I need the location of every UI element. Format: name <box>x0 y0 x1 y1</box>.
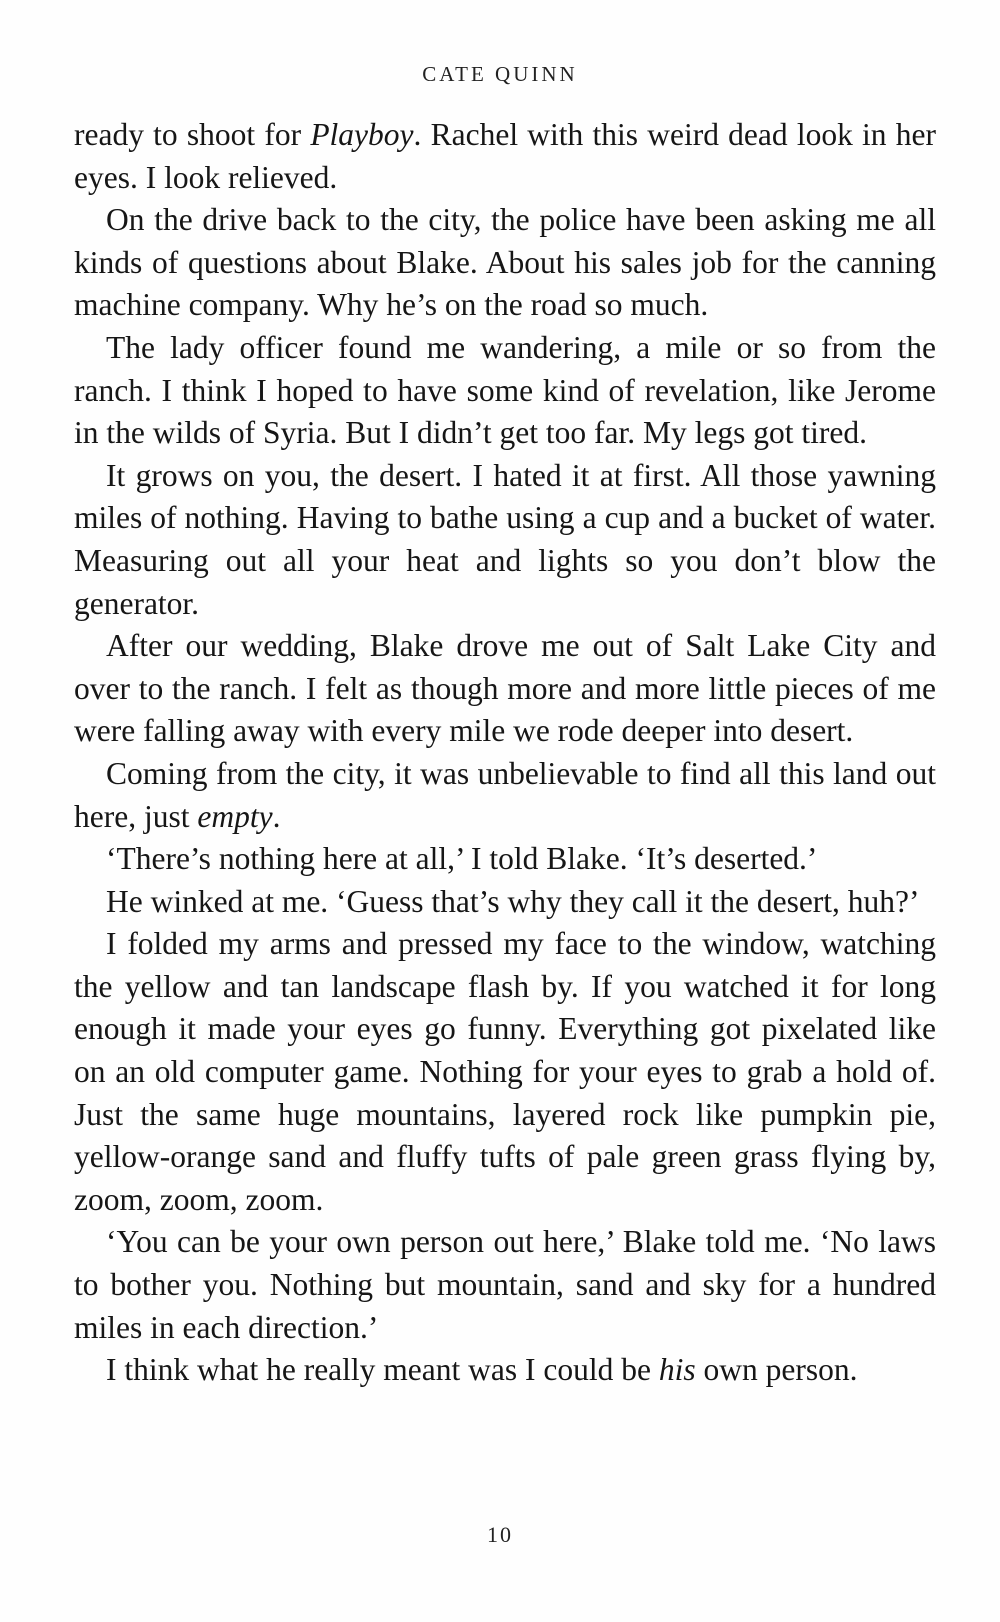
text-segment: I folded my arms and pressed my face to the window, watching the yellow and tan landscape flash by. If you watched it for long enough it made your eyes go funny. Everything got pixelated like on an old computer game. Nothing for your eyes to grab a hold of. Just the same huge mountains, layered rock like pumpkin pie, yellow-orange sand and fluffy tufts of pale green grass flying by, zoom, zoom, zoom. <box>74 926 936 1217</box>
text-segment: After our wedding, Blake drove me out of Salt Lake City and over to the ranch. I felt as though more and more little pieces of me were falling away with every mile we rode deeper into desert. <box>74 628 936 749</box>
paragraph <box>74 1221 936 1349</box>
text-segment: . Rachel with this weird dead look in her eyes. I look relieved. <box>74 117 936 195</box>
paragraph <box>74 881 936 924</box>
text-segment: I think what he really meant was I could be <box>106 1352 659 1388</box>
text-segment: ready to shoot for <box>74 117 311 152</box>
paragraph <box>74 838 936 881</box>
paragraph <box>74 114 936 199</box>
page-number: 10 <box>487 1522 513 1547</box>
italic-text: Playboy <box>310 117 414 152</box>
body-text <box>74 114 936 1392</box>
text-segment: ‘You can be your own person out here,’ Blake told me. ‘No laws to bother you. Nothing but mountain, sand and sky for a hundred miles in each direction.’ <box>74 1224 936 1345</box>
text-segment: He winked at me. ‘Guess that’s why they call it the desert, huh?’ <box>106 883 920 919</box>
paragraph <box>74 455 936 625</box>
text-segment: . <box>272 798 281 834</box>
paragraph <box>74 625 936 753</box>
text-segment: On the drive back to the city, the police have been asking me all kinds of questions about Blake. About his sales job for the canning machine company. Why he’s on the road so much. <box>74 202 936 323</box>
paragraph <box>74 327 936 455</box>
text-segment: It grows on you, the desert. I hated it at first. All those yawning miles of nothing. Having to bathe using a cup and a bucket of water. Measuring out all your heat and lights so you don’t blow the generator. <box>74 457 936 621</box>
running-head: CATE QUINN <box>422 62 578 86</box>
paragraph <box>74 1349 936 1392</box>
italic-text: empty <box>197 798 273 834</box>
text-segment: own person. <box>695 1352 858 1388</box>
text-segment: ‘There’s nothing here at all,’ I told Blake. ‘It’s deserted.’ <box>106 841 818 877</box>
paragraph <box>74 199 936 327</box>
paragraph <box>74 923 936 1221</box>
text-segment: The lady officer found me wandering, a mile or so from the ranch. I think I hoped to have some kind of revelation, like Jerome in the wilds of Syria. But I didn’t get too far. My legs got tired. <box>74 329 936 451</box>
text-segment: Coming from the city, it was unbelievable to find all this land out here, just <box>74 755 936 834</box>
paragraph <box>74 753 936 838</box>
italic-text: his <box>658 1352 696 1388</box>
